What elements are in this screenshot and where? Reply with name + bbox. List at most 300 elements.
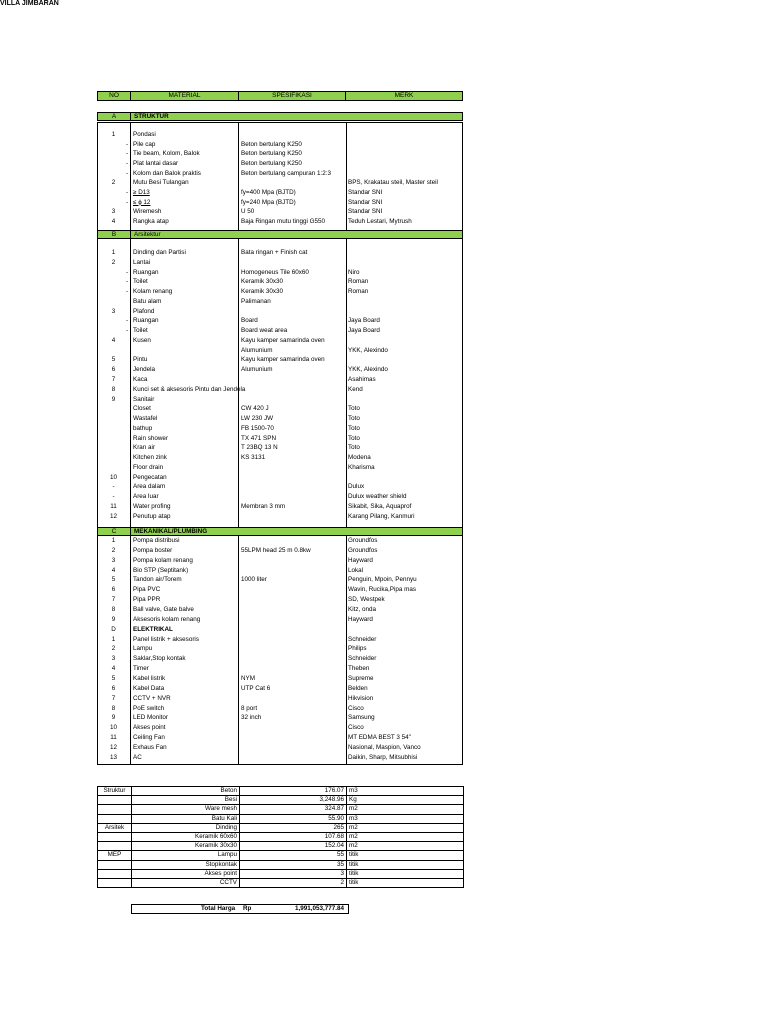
table-row [97,595,463,605]
merk-cell: Lokal [348,566,364,574]
merk-cell: Dulux weather shield [348,493,407,501]
material-cell: Area dalam [133,483,166,491]
row-dash: - [126,198,129,206]
table-row [97,704,463,714]
row-number: - [112,483,115,491]
spec-cell: KS 3131 [241,454,266,462]
merk-cell: Standar SNI [348,188,383,196]
merk-cell: Karang Pilang, Kanmuri [348,512,415,520]
material-cell: Ruangan [133,317,159,325]
merk-cell: Wavin, Rucika,Pipa mas [348,586,417,594]
spec-cell: NYM [241,675,255,683]
row-dash: - [126,327,129,335]
material-cell: Tandon air/Torem [133,576,182,584]
material-cell: Kabel Data [133,684,165,692]
table-row [97,502,463,512]
summary-item: Batu Kali [132,814,240,823]
spec-cell: CW 420 J [241,405,269,413]
spec-cell: UTP Cat 6 [241,684,271,692]
summary-unit: titik [347,869,464,878]
spec-cell: 8 port [241,704,258,712]
summary-row [98,796,464,805]
row-dash: - [126,288,129,296]
header-spesifikasi: SPESIFIKASI [239,92,346,100]
summary-item: Keramik 60x60 [132,832,240,841]
summary-item: Besi [132,796,240,805]
material-cell: Kunci set & aksesoris Pintu dan Jendela [133,385,246,393]
row-number: 5 [111,675,116,683]
section-c-header [97,527,463,536]
material-cell: Toilet [133,327,148,335]
material-cell: Ceiling Fan [133,734,165,742]
material-cell: Dinding dan Partisi [133,249,186,256]
table-row [97,159,463,169]
summary-unit: m2 [347,832,464,841]
material-cell: Kolam renang [133,288,173,296]
summary-unit: titik [347,878,464,887]
row-dash: - [126,278,129,286]
table-row [97,130,463,140]
summary-unit: titik [347,851,464,860]
table-row [97,625,463,635]
material-cell: Toilet [133,278,148,286]
merk-cell: Toto [348,444,360,452]
summary-category [98,814,132,823]
row-number: 9 [111,615,116,623]
row-number: 5 [111,576,116,584]
row-number: 1 [111,131,116,138]
row-dash: - [126,169,129,177]
table-row [97,723,463,733]
material-cell: LED Monitor [133,714,168,722]
table-row [97,365,463,375]
table-row [97,605,463,615]
merk-cell: Toto [348,424,360,432]
table-row [97,615,463,625]
summary-item: Dinding [132,823,240,832]
material-cell: ELEKTRIKAL [133,625,173,633]
summary-item: Lampu [132,851,240,860]
summary-row [98,842,464,851]
spec-cell: TX 471 SPN [241,434,276,442]
summary-category: Arsitek [98,823,132,832]
table-row [97,316,463,326]
material-cell: ≤ ɸ 12 [133,198,151,206]
spec-cell: FB 1500-70 [241,424,274,432]
summary-value: 176.07 [240,787,347,796]
merk-cell: SD, Westpek [348,596,385,604]
spec-cell: fy=400 Mpa (BJTD) [241,188,296,196]
summary-category [98,842,132,851]
row-number: 13 [109,753,117,761]
spec-cell: LW 230 JW [241,415,274,423]
table-row [97,326,463,336]
material-cell: bathup [133,424,153,432]
merk-cell: Hayward [348,556,373,564]
total-currency: Rp [243,905,252,912]
material-cell: Mutu Besi Tulangan [133,179,189,187]
row-number: 4 [111,217,116,225]
table-row [97,753,463,763]
header-merk: MERK [394,92,414,99]
table-row [97,169,463,179]
row-number: 12 [109,744,117,752]
summary-value: 2 [240,878,347,887]
section-b-no: B [98,231,131,238]
table-row [97,207,463,217]
table-row [97,482,463,492]
spec-cell: fy=240 Mpa (BJTD) [241,198,296,206]
table-row [97,268,463,278]
table-row [97,585,463,595]
material-cell: Pompa kolam renang [133,556,193,564]
spec-cell: Keramik 30x30 [241,288,283,296]
table-row [97,188,463,198]
material-cell: Wastafel [133,415,158,423]
row-number: 3 [111,307,116,315]
merk-cell: Nasional, Maspion, Vanco [348,744,421,752]
summary-unit: m3 [347,814,464,823]
section-c-label: MEKANIKAL/PLUMBING [134,528,208,535]
total-value: 1,991,053,777.84 [294,905,344,912]
table-row [97,575,463,585]
material-cell: Pipa PPR [133,596,161,604]
row-number: 2 [111,645,116,653]
table-row [97,404,463,414]
summary-value: 35 [240,860,347,869]
material-cell: CCTV + NVR [133,694,171,702]
merk-cell: Daikin, Sharp, Mitsubhisi [348,753,418,761]
material-cell: AC [133,753,142,761]
merk-cell: Sikabit, Sika, Aquaprof [348,503,412,511]
table-row [97,248,463,258]
summary-row [98,851,464,860]
row-number: 6 [111,684,116,692]
row-number: 3 [111,208,116,216]
material-cell: Plafond [133,307,155,315]
row-number: 7 [111,596,116,604]
row-number: 1 [111,537,116,544]
row-dash: - [126,150,129,158]
merk-cell: Modena [348,454,371,462]
material-cell: Jendela [133,366,156,374]
summary-value: 55 [240,851,347,860]
merk-cell: YKK, Alexindo [348,346,388,354]
row-number: 2 [111,179,116,187]
summary-category [98,805,132,814]
summary-item: CCTV [132,878,240,887]
material-cell: Ball valve, Gate balve [133,606,194,614]
spec-cell: Kayu kamper samarinda oven [241,336,325,344]
summary-row [98,878,464,887]
row-number: 3 [111,556,116,564]
material-cell: Rangka atap [133,217,169,225]
row-number: 4 [111,336,116,344]
spec-cell: Beton bertulang K250 [241,140,302,148]
material-cell: Closet [133,405,151,413]
row-dash: - [126,317,129,325]
spec-cell: Homogeneus Tile 60x60 [241,268,309,276]
table-row [97,694,463,704]
merk-cell: Niro [348,268,360,276]
spec-cell: Membran 3 mm [241,503,286,511]
table-row [97,149,463,159]
merk-cell: Belden [348,684,368,692]
summary-value: 3,248.96 [240,796,347,805]
merk-cell: Roman [348,278,369,286]
merk-cell: MT EDMA BEST 3 54" [348,734,411,742]
summary-row [98,860,464,869]
spec-cell: Baja Ringan mutu tinggi G550 [241,217,326,225]
row-number: D [111,625,116,633]
table-row [97,556,463,566]
section-b-header [97,230,463,239]
material-cell: Pipa PVC [133,586,161,594]
section-b-label: Arsitektur [134,231,161,238]
summary-value: 55.90 [240,814,347,823]
spec-cell: Beton bertulang K250 [241,150,302,158]
table-row [97,375,463,385]
header-material: MATERIAL [131,92,239,100]
spec-cell: Board [241,317,258,325]
material-cell: Penutup atap [133,512,171,520]
row-number: 1 [111,249,116,256]
summary-category [98,860,132,869]
summary-item: Stopkontak [132,860,240,869]
table-row [97,463,463,473]
summary-table [97,786,464,888]
summary-value: 3 [240,869,347,878]
merk-cell: Cisco [348,724,364,732]
summary-row [98,832,464,841]
row-number: 11 [110,734,117,742]
row-number: 2 [111,546,116,554]
table-row [97,713,463,723]
material-cell: Wiremesh [133,208,162,216]
table-row [97,512,463,522]
summary-category [98,796,132,805]
summary-item: Beton [132,787,240,796]
table-row [97,307,463,317]
table-row [97,733,463,743]
summary-row [98,814,464,823]
material-cell: PoE switch [133,704,165,712]
summary-category [98,832,132,841]
row-number: 3 [111,655,116,663]
summary-row [98,805,464,814]
merk-cell: YKK, Alexindo [348,366,388,374]
row-number: 10 [109,724,117,732]
total-label: Total Harga [201,905,236,912]
material-cell: Exhaus Fan [133,744,167,752]
material-cell: Kaca [133,376,148,383]
summary-value: 265 [240,823,347,832]
material-cell: Pompa distribusi [133,537,180,544]
merk-cell: Philips [348,645,367,653]
table-row [97,492,463,502]
material-cell: Kabel listrik [133,675,166,683]
table-row [97,336,463,346]
merk-cell: Theben [348,665,370,673]
summary-category [98,869,132,878]
merk-cell: Toto [348,434,360,442]
merk-cell: Supreme [348,675,374,683]
table-row [97,546,463,556]
table-row [97,297,463,307]
material-cell: Pompa boster [133,546,173,554]
table-row [97,424,463,434]
merk-cell: Jaya Board [348,327,380,335]
merk-cell: Cisco [348,704,364,712]
summary-unit: m2 [347,805,464,814]
row-number: 9 [111,714,116,722]
row-number: 6 [111,366,116,374]
material-cell: Lantai [133,258,151,266]
material-cell: Bio STP (Septitank) [133,566,189,574]
spec-cell: Kayu kamper samarinda oven [241,356,325,364]
row-dash: - [126,140,129,148]
row-number: 8 [111,606,116,614]
table-row [97,287,463,297]
material-cell: ≥ D13 [133,188,150,196]
material-cell: Area luar [133,493,159,501]
table-row [97,385,463,395]
material-cell: Pengecatan [133,473,167,481]
material-cell: Kolom dan Balok praktis [133,169,201,177]
spec-cell: Beton bertulang campuran 1:2:3 [241,169,331,177]
table-row [97,635,463,645]
row-dash: - [126,268,129,276]
row-number: 8 [111,385,116,393]
row-number: 2 [111,258,116,266]
section-a-header [97,112,463,121]
section-a-no: A [98,113,131,120]
table-header [97,91,463,101]
merk-cell: Toto [348,405,360,413]
table-row [97,258,463,268]
merk-cell: Jaya Board [348,317,380,325]
summary-category [98,878,132,887]
spec-cell: 55LPM head 25 m 0.8kw [241,546,311,554]
summary-unit: m3 [347,787,464,796]
total-box [131,904,349,914]
summary-unit: m2 [347,823,464,832]
merk-cell: Samsung [348,714,375,722]
merk-cell: Schneider [348,635,377,643]
table-row [97,198,463,208]
row-number: 11 [110,503,117,511]
row-number: - [112,493,115,501]
material-cell: Kran air [133,444,156,452]
summary-unit: m2 [347,842,464,851]
material-cell: Timer [133,665,149,673]
summary-row [98,869,464,878]
summary-value: 152.04 [240,842,347,851]
spec-cell: Palimanan [241,297,271,305]
material-cell: Sanitair [133,395,155,403]
row-number: 7 [111,694,116,702]
spec-cell: Alumunium [241,346,273,354]
material-cell: Kusen [133,336,151,344]
table-row [97,684,463,694]
table-row [97,654,463,664]
material-cell: Saklar,Stop kontak [133,655,186,663]
table-row [97,644,463,654]
merk-cell: Standar SNI [348,208,383,216]
material-cell: Pondasi [133,131,156,138]
material-cell: Tie beam, Kolom, Balok [133,150,200,158]
material-cell: Lampu [133,645,153,653]
spec-cell: Keramik 30x30 [241,278,283,286]
spec-cell: Bata ringan + Finish cat [241,249,308,256]
merk-cell: Groundfos [348,537,378,544]
merk-cell: Groundfos [348,546,378,554]
material-cell: Pintu [133,356,148,364]
section-a-label: STRUKTUR [134,113,169,120]
material-cell: Floor drain [133,463,164,471]
spec-cell: Beton bertulang K250 [241,159,302,167]
table-row [97,140,463,150]
summary-category: MEP [98,851,132,860]
material-cell: Water profing [133,503,171,511]
spec-cell: Alumunium [241,366,273,374]
merk-cell: Roman [348,288,369,296]
table-row [97,443,463,453]
merk-cell: Penguin, Mpoin, Pennyu [348,576,417,584]
table-row [97,743,463,753]
row-number: 7 [111,376,116,383]
table-row [97,178,463,188]
table-row [97,346,463,356]
row-number: 8 [111,704,116,712]
merk-cell: Toto [348,415,360,423]
material-cell: Plat lantai dasar [133,159,179,167]
table-row [97,536,463,546]
summary-item: Akses point [132,869,240,878]
table-row [97,566,463,576]
material-cell: Akses point [133,724,166,732]
material-cell: Ruangan [133,268,159,276]
material-cell: Pile cap [133,140,156,148]
merk-cell: Kitz, onda [348,606,377,614]
table-row [97,355,463,365]
spec-cell: T 23BQ 13 N [241,444,278,452]
merk-cell: Schneider [348,655,377,663]
spec-cell: U 50 [241,208,255,216]
page-title: VILLA JIMBARAN [0,0,59,7]
material-cell: Batu alam [133,297,162,305]
section-c-no: C [98,528,131,535]
table-row [97,217,463,227]
merk-cell: Asahimas [348,376,376,383]
row-number: 5 [111,356,116,364]
summary-category: Struktur [98,787,132,796]
row-number: 9 [111,395,116,403]
table-row [97,664,463,674]
spec-cell: 1000 liter [241,576,267,584]
summary-row [98,823,464,832]
summary-unit: titik [347,860,464,869]
merk-cell: Hikvision [348,694,374,702]
row-number: 1 [111,635,116,643]
material-cell: Aksesoris kolam renang [133,615,201,623]
summary-unit: Kg [347,796,464,805]
material-cell: Rain shower [133,434,168,442]
merk-cell: BPS, Krakatau steil, Master steil [348,179,438,187]
spec-cell: Board weat area [241,327,288,335]
summary-row [98,787,464,796]
merk-cell: Dulux [348,483,365,491]
